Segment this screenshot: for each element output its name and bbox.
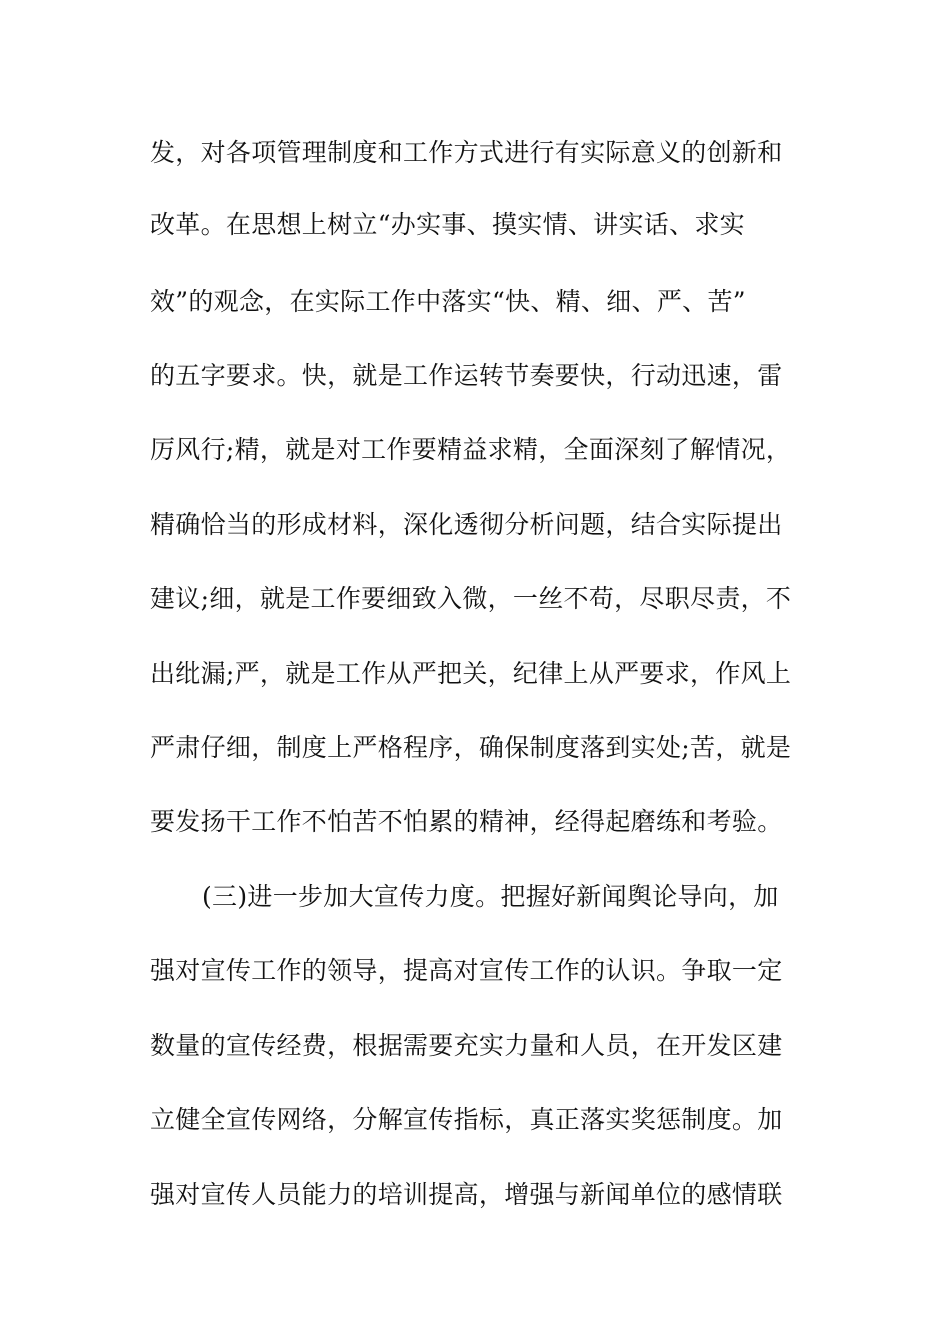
body-text-line: 数量的宣传经费，根据需要充实力量和人员，在开发区建 <box>150 1031 783 1060</box>
body-text-line: 强对宣传人员能力的培训提高，增强与新闻单位的感情联 <box>150 1180 783 1209</box>
body-text-line: 严肃仔细，制度上严格程序，确保制度落到实处;苦，就是 <box>150 733 792 762</box>
body-text-line: 厉风行;精，就是对工作要精益求精，全面深刻了解情况， <box>150 435 792 464</box>
body-text-line: 改革。在思想上树立“办实事、摸实情、讲实话、求实 <box>150 210 745 239</box>
body-text-line: 发，对各项管理制度和工作方式进行有实际意义的创新和 <box>150 138 783 167</box>
section-heading-line: (三)进一步加大宣传力度。把握好新闻舆论导向，加 <box>202 882 779 911</box>
body-text-line: 强对宣传工作的领导，提高对宣传工作的认识。争取一定 <box>150 956 783 985</box>
body-text-line: 要发扬干工作不怕苦不怕累的精神，经得起磨练和考验。 <box>150 807 783 836</box>
body-text-line: 建议;细，就是工作要细致入微，一丝不苟，尽职尽责，不 <box>150 584 792 613</box>
body-text-line: 精确恰当的形成材料，深化透彻分析问题，结合实际提出 <box>150 510 783 539</box>
body-text-line: 效”的观念，在实际工作中落实“快、精、细、严、苦” <box>150 287 746 316</box>
body-text-line: 出纰漏;严，就是工作从严把关，纪律上从严要求，作风上 <box>150 659 792 688</box>
body-text-line: 的五字要求。快，就是工作运转节奏要快，行动迅速，雷 <box>150 361 783 390</box>
body-text-line: 立健全宣传网络，分解宣传指标，真正落实奖惩制度。加 <box>150 1105 783 1134</box>
